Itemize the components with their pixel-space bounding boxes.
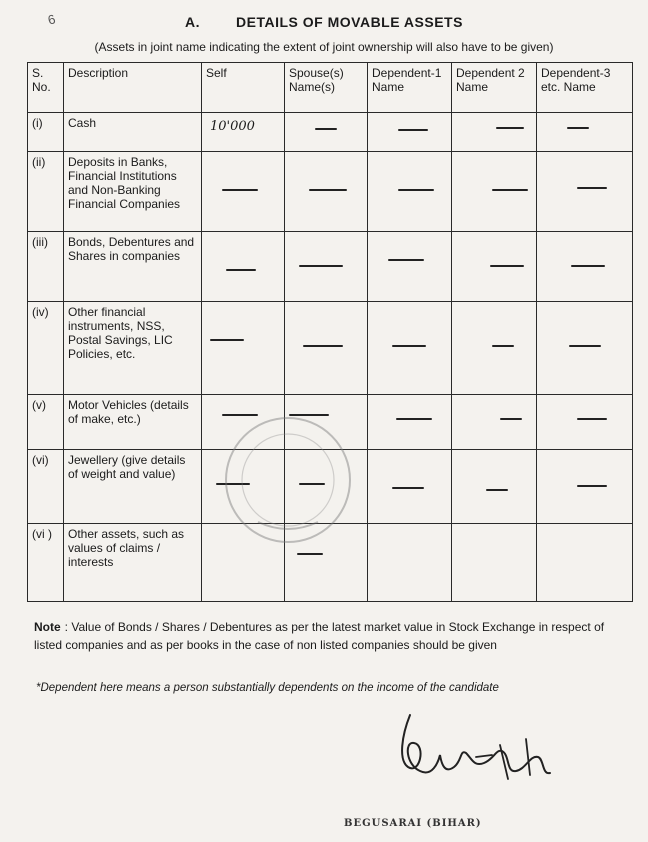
nil-dash-mark [222, 414, 258, 416]
dependent-definition-note: *Dependent here means a person substantially dependents on the income of the candidate [36, 682, 499, 694]
title-text: DETAILS OF MOVABLE ASSETS [236, 14, 463, 30]
nil-dash-mark [492, 189, 528, 191]
cell-dependent-3 [537, 524, 633, 602]
table-header-row [28, 63, 633, 113]
cell-self [202, 302, 285, 395]
cell-spouse [285, 113, 368, 152]
nil-dash-mark [309, 189, 347, 191]
cell-dependent-1 [368, 450, 452, 524]
nil-dash-mark [577, 187, 607, 189]
page-subtitle: (Assets in joint name indicating the extent of joint ownership will also have to be given) [94, 40, 554, 54]
cell-self [202, 232, 285, 302]
cell-sno: (i) [28, 113, 64, 152]
cell-dependent-2 [452, 395, 537, 450]
cell-description: Cash [64, 113, 202, 152]
column-header-spouse: Spouse(s) Name(s) [285, 63, 368, 113]
nil-dash-mark [496, 127, 524, 129]
cell-spouse [285, 524, 368, 602]
cell-description: Other financial instruments, NSS, Postal Savings, LIC Policies, etc. [64, 302, 202, 395]
cell-spouse [285, 450, 368, 524]
cell-sno: (vi) [28, 450, 64, 524]
cell-sno: (iii) [28, 232, 64, 302]
nil-dash-mark [392, 487, 424, 489]
page-title [0, 14, 648, 30]
note-text: : Value of Bonds / Shares / Debentures as per the latest market value in Stock Exchange in respect of listed companies and as per books in the case of non listed companies should be given [34, 620, 605, 652]
nil-dash-mark [226, 269, 256, 271]
section-letter: A. [185, 14, 201, 30]
nil-dash-mark [216, 483, 250, 485]
office-seal-text: BEGUSARAI (BIHAR) [344, 818, 482, 829]
column-header-dependent-2: Dependent 2 Name [452, 63, 537, 113]
nil-dash-mark [567, 127, 589, 129]
cell-sno: (ii) [28, 152, 64, 232]
table-row [28, 152, 633, 232]
candidate-signature [380, 705, 570, 805]
cell-spouse [285, 152, 368, 232]
cell-dependent-1 [368, 113, 452, 152]
column-header-dependent-3: Dependent-3 etc. Name [537, 63, 633, 113]
cell-spouse [285, 302, 368, 395]
nil-dash-mark [571, 265, 605, 267]
nil-dash-mark [297, 553, 323, 555]
cell-dependent-2 [452, 524, 537, 602]
table-row [28, 302, 633, 395]
cell-description: Other assets, such as values of claims / interests [64, 524, 202, 602]
cell-dependent-1 [368, 232, 452, 302]
column-header-self: Self [202, 63, 285, 113]
column-header-sno: S. No. [28, 63, 64, 113]
nil-dash-mark [289, 414, 329, 416]
table-row [28, 450, 633, 524]
cell-dependent-2 [452, 113, 537, 152]
cell-dependent-2 [452, 232, 537, 302]
cell-spouse [285, 232, 368, 302]
nil-dash-mark [577, 485, 607, 487]
cell-dependent-2 [452, 302, 537, 395]
cell-description: Jewellery (give details of weight and value) [64, 450, 202, 524]
column-header-dependent-1: Dependent-1 Name [368, 63, 452, 113]
note-label: Note [34, 620, 61, 634]
cell-dependent-3 [537, 450, 633, 524]
nil-dash-mark [303, 345, 343, 347]
nil-dash-mark [500, 418, 522, 420]
cell-sno: (v) [28, 395, 64, 450]
nil-dash-mark [396, 418, 432, 420]
table-row [28, 524, 633, 602]
cell-sno: (iv) [28, 302, 64, 395]
cell-self [202, 450, 285, 524]
table-row [28, 395, 633, 450]
cell-dependent-1 [368, 524, 452, 602]
nil-dash-mark [398, 189, 434, 191]
cell-dependent-3 [537, 302, 633, 395]
cell-dependent-1 [368, 152, 452, 232]
cell-dependent-2 [452, 450, 537, 524]
table-row [28, 113, 633, 152]
cell-description: Bonds, Debentures and Shares in companies [64, 232, 202, 302]
cell-description: Deposits in Banks, Financial Institutions and Non-Banking Financial Companies [64, 152, 202, 232]
nil-dash-mark [486, 489, 508, 491]
market-value-note [34, 618, 634, 654]
cash-self-value: 10'000 [210, 119, 255, 134]
nil-dash-mark [398, 129, 428, 131]
corner-mark: 6 [46, 11, 58, 28]
nil-dash-mark [392, 345, 426, 347]
cell-sno: (vi ) [28, 524, 64, 602]
cell-dependent-1 [368, 302, 452, 395]
cell-dependent-3 [537, 152, 633, 232]
movable-assets-table [27, 62, 633, 602]
cell-description: Motor Vehicles (details of make, etc.) [64, 395, 202, 450]
cell-dependent-3 [537, 395, 633, 450]
cell-dependent-3 [537, 232, 633, 302]
cell-self [202, 524, 285, 602]
nil-dash-mark [315, 128, 337, 130]
table-row [28, 232, 633, 302]
cell-self [202, 113, 285, 152]
cell-spouse [285, 395, 368, 450]
cell-dependent-1 [368, 395, 452, 450]
nil-dash-mark [222, 189, 258, 191]
nil-dash-mark [490, 265, 524, 267]
column-header-description: Description [64, 63, 202, 113]
cell-self [202, 395, 285, 450]
cell-dependent-3 [537, 113, 633, 152]
nil-dash-mark [299, 483, 325, 485]
nil-dash-mark [569, 345, 601, 347]
nil-dash-mark [577, 418, 607, 420]
nil-dash-mark [210, 339, 244, 341]
cell-self [202, 152, 285, 232]
nil-dash-mark [492, 345, 514, 347]
nil-dash-mark [299, 265, 343, 267]
nil-dash-mark [388, 259, 424, 261]
cell-dependent-2 [452, 152, 537, 232]
